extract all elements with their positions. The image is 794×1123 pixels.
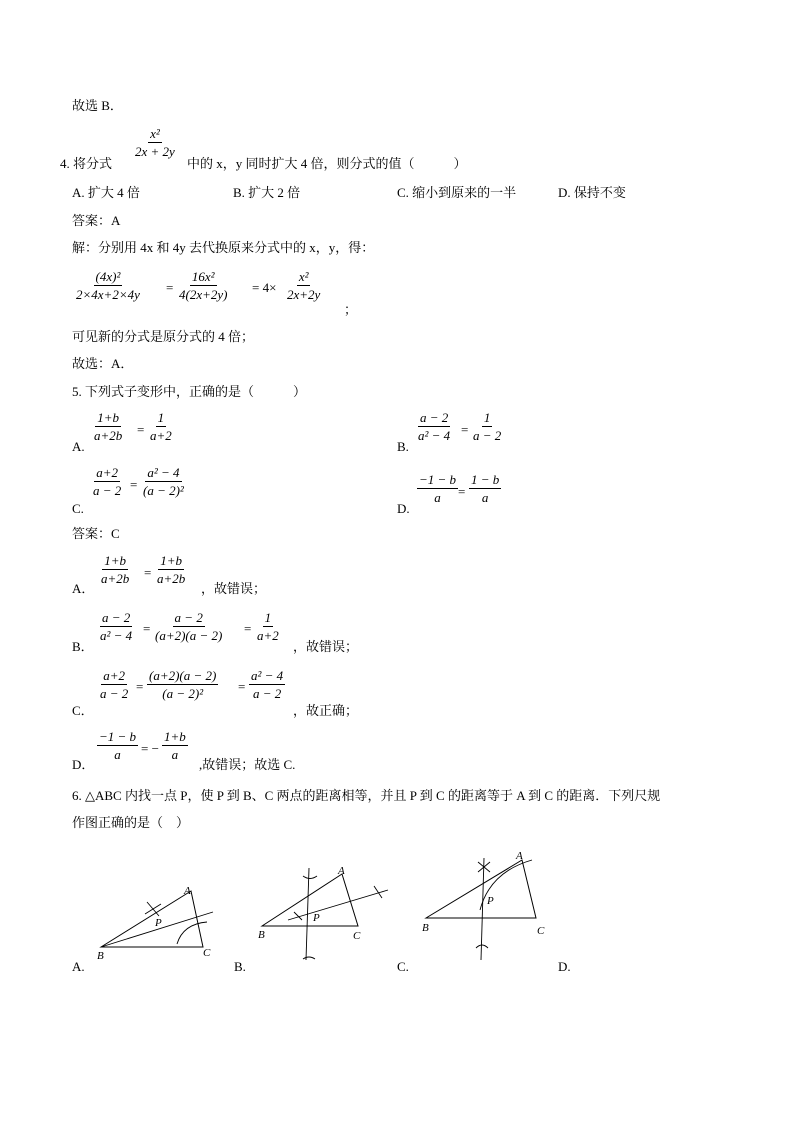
point-p-label: P [313, 912, 320, 924]
q5-sol-d-lhs [97, 730, 138, 761]
equals-sign: = [461, 422, 469, 437]
frac-num: a² − 4 [147, 465, 180, 480]
q4-eq-frac-3 [285, 270, 322, 301]
frac-den: a² − 4 [418, 428, 451, 443]
frac-den: a+2b [94, 428, 123, 443]
q4-option-a: A. 扩大 4 倍 [72, 185, 140, 200]
q5-sol-b-f3 [255, 611, 281, 642]
q5-sol-a-rhs [155, 554, 187, 585]
q4-stem-start: 4. 将分式 [60, 156, 113, 171]
frac-num: −1 − b [419, 472, 457, 487]
q5-sol-a-lhs [99, 554, 131, 585]
q5-option-d-label: D. [397, 501, 410, 516]
q5-sol-b-label: B． [72, 639, 94, 654]
q6-stem-line-2: 作图正确的是（ ） [72, 815, 190, 830]
vertex-a-label: A [338, 865, 345, 877]
q6-figure-a [95, 880, 225, 969]
equals-sign: = [166, 280, 174, 295]
q4-option-d: D. 保持不变 [558, 185, 626, 200]
frac-den: 4(2x+2y) [179, 287, 228, 302]
equals-sign: = [458, 484, 466, 499]
q5-sol-c-f3 [249, 669, 285, 700]
frac-num: −1 − b [99, 729, 137, 744]
frac-num: a+2 [103, 668, 126, 683]
q6-option-a-label: A. [72, 959, 85, 974]
q4-solution-intro: 解：分别用 4x 和 4y 去代换原来分式中的 x，y，得： [72, 240, 375, 255]
q6-figure-c [420, 852, 560, 968]
q5-c-rhs [141, 466, 186, 497]
q5-stem: 5. 下列式子变形中，正确的是（ ） [72, 384, 307, 399]
frac-num: 1 [483, 410, 491, 425]
frac-num: 1 [264, 610, 272, 625]
previous-answer-line: 故选 B． [72, 98, 123, 113]
frac-num: a² − 4 [251, 668, 284, 683]
frac-num: 1 − b [471, 472, 500, 487]
frac-den: a² − 4 [100, 628, 133, 643]
frac-num: x² [150, 126, 160, 141]
equals-sign: = [136, 679, 144, 694]
frac-den: a+2 [257, 628, 279, 643]
q6-figure-b [254, 860, 394, 969]
vertex-b-label: B [422, 922, 429, 934]
vertex-c-label: C [537, 925, 545, 937]
frac-num: (a+2)(a − 2) [149, 668, 217, 683]
frac-num: 1+b [97, 410, 120, 425]
q4-option-b: B. 扩大 2 倍 [233, 185, 301, 200]
q5-c-lhs [91, 466, 123, 497]
frac-num: a − 2 [174, 610, 203, 625]
frac-num: (4x)² [95, 269, 121, 284]
q5-sol-c-f1 [98, 669, 130, 700]
q5-sol-c-label: C． [72, 703, 94, 718]
q6-stem-line-1: 6. △ABC 内找一点 P，使 P 到 B、C 两点的距离相等，并且 P 到 C 的距离等于 A 到 C 的距离．下列尺规 [72, 788, 661, 803]
vertex-b-label: B [97, 950, 104, 962]
q6-option-d-label: D. [558, 959, 571, 974]
frac-den: a+2b [157, 571, 186, 586]
q5-option-a-label: A. [72, 439, 85, 454]
q5-option-c-label: C. [72, 501, 84, 516]
frac-den: 2x + 2y [135, 144, 175, 159]
frac-den: a [481, 490, 489, 505]
frac-den: a − 2 [93, 483, 122, 498]
equals-sign: = [244, 621, 252, 636]
equals-sign: = [144, 565, 152, 580]
frac-num: 1+b [160, 553, 183, 568]
frac-den: a − 2 [100, 686, 129, 701]
frac-den: a − 2 [473, 428, 502, 443]
q5-sol-c-f2 [147, 669, 218, 700]
q5-sol-d-rhs [162, 730, 188, 761]
equals-sign: = [137, 422, 145, 437]
frac-num: 1 [157, 410, 165, 425]
vertex-a-label: A [516, 850, 523, 862]
vertex-c-label: C [203, 947, 211, 959]
frac-num: x² [298, 269, 309, 284]
equals-sign: = [238, 679, 246, 694]
frac-num: 16x² [191, 269, 215, 284]
q6-option-c-label: C. [397, 959, 409, 974]
q5-sol-d-minus: = − [141, 741, 159, 756]
frac-den: a [171, 747, 179, 762]
frac-den: (a − 2)² [162, 686, 204, 701]
q4-eq-mid: = 4× [252, 280, 277, 295]
vertex-a-label: A [184, 885, 191, 897]
q5-b-lhs [416, 411, 452, 442]
q5-d-lhs [417, 473, 458, 504]
frac-num: a − 2 [101, 610, 131, 625]
q5-sol-c-tail: ，故正确； [293, 703, 359, 718]
q5-sol-b-f1 [98, 611, 134, 642]
q4-answer: 答案：A [72, 213, 121, 228]
q4-conclusion: 可见新的分式是原分式的 4 倍； [72, 329, 255, 344]
frac-num: 1+b [164, 729, 186, 744]
q4-stem-rest: 中的 x，y 同时扩大 4 倍，则分式的值（ ） [187, 156, 467, 171]
q5-sol-b-f2 [153, 611, 224, 642]
q5-b-rhs [471, 411, 503, 442]
frac-den: 2x+2y [287, 287, 321, 302]
q5-sol-a-tail: ，故错误； [201, 581, 267, 596]
q5-sol-a-label: A． [72, 581, 95, 596]
frac-num: a − 2 [419, 410, 449, 425]
q5-answer: 答案：C [72, 526, 120, 541]
q5-a-rhs [148, 411, 174, 442]
frac-den: a [434, 490, 441, 505]
vertex-c-label: C [353, 930, 361, 942]
vertex-b-label: B [258, 929, 265, 941]
q5-d-rhs [469, 473, 501, 504]
frac-num: a+2 [96, 465, 119, 480]
frac-den: a [114, 747, 121, 762]
frac-den: (a − 2)² [143, 483, 184, 498]
q6-option-b-label: B. [234, 959, 246, 974]
equals-sign: = [130, 477, 138, 492]
point-p-label: P [487, 895, 494, 907]
q4-eq-frac-1 [74, 270, 142, 301]
frac-den: 2×4x+2×4y [76, 287, 140, 302]
frac-den: (a+2)(a − 2) [155, 628, 223, 643]
q4-final: 故选：A． [72, 356, 134, 371]
frac-num: 1+b [104, 553, 127, 568]
equals-sign: = [143, 621, 151, 636]
q5-sol-b-tail: ，故错误； [293, 639, 359, 654]
frac-den: a − 2 [252, 686, 282, 701]
q5-option-b-label: B. [397, 439, 409, 454]
frac-den: a+2b [101, 571, 130, 586]
q5-sol-d-tail: ,故错误；故选 C. [199, 757, 296, 772]
frac-den: a+2 [150, 428, 172, 443]
q4-option-c: C. 缩小到原来的一半 [397, 185, 517, 200]
q4-eq-frac-2 [177, 270, 229, 301]
point-p-label: P [155, 917, 162, 929]
q5-sol-d-label: D． [72, 757, 95, 772]
q4-stem-fraction [133, 127, 177, 158]
q5-a-lhs [92, 411, 124, 442]
q4-eq-tail: ； [344, 302, 358, 317]
